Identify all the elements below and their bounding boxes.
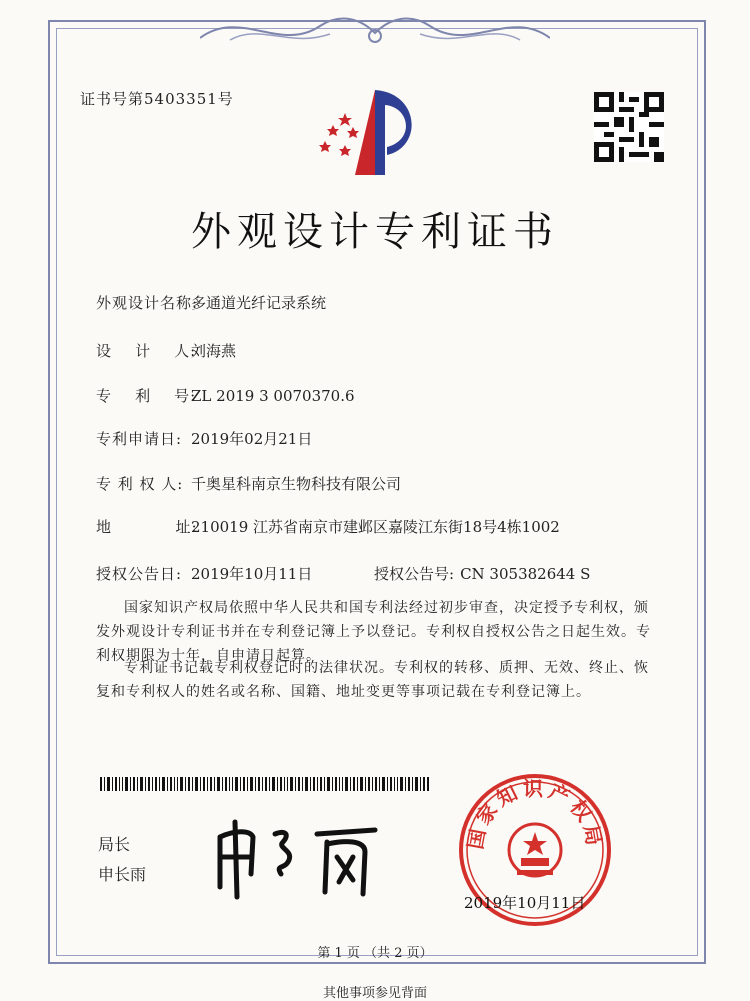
certificate-title: 外观设计专利证书 xyxy=(191,209,559,255)
field-design-name xyxy=(96,292,326,313)
field-value: CN 305382644 S xyxy=(460,565,591,583)
field-value: 210019 江苏省南京市建邺区嘉陵江东街18号4栋1002 xyxy=(191,518,560,536)
legal-paragraph-2: 专利证书记载专利权登记时的法律状况。专利权的转移、质押、无效、终止、恢复和专利权人的姓名或名称、国籍、地址变更等事项记载在专利登记簿上。 xyxy=(96,660,649,700)
field-patent-number xyxy=(96,385,355,406)
qr-code xyxy=(594,92,664,162)
field-value: 2019年02月21日 xyxy=(191,430,313,448)
issue-date: 2019年10月11日 xyxy=(464,894,586,912)
field-label: 地 址: xyxy=(96,518,198,536)
field-label: 专 利 号: xyxy=(96,387,197,405)
signatory-name: 申长雨 xyxy=(98,865,147,884)
certificate-number: 证书号第5403351号 xyxy=(80,90,234,108)
cnipa-logo xyxy=(315,85,425,180)
field-patentee xyxy=(96,473,401,494)
field-label: 专 利 权 人: xyxy=(96,475,184,493)
barcode xyxy=(100,777,430,791)
field-application-date xyxy=(96,428,312,449)
field-label: 授权公告日: xyxy=(96,565,183,583)
page-number: 第 1 页 （共 2 页） xyxy=(317,946,433,961)
seal-text: 国家知识产权局 xyxy=(463,776,607,851)
field-label: 专利申请日: xyxy=(96,430,183,448)
field-designer xyxy=(96,340,236,361)
field-label: 授权公告号: xyxy=(374,565,455,583)
field-value: 刘海燕 xyxy=(191,342,237,360)
handwritten-signature xyxy=(205,812,385,902)
legal-paragraph-1: 国家知识产权局依照中华人民共和国专利法经过初步审查，决定授予专利权，颁发外观设计专利证书并在专利登记簿上予以登记。专利权自授权公告之日起生效。专利权期限为十年，自申请日起算。 xyxy=(96,600,651,664)
top-ornament xyxy=(200,8,550,58)
field-address xyxy=(96,516,560,537)
field-grant-date xyxy=(96,563,312,584)
national-emblem-icon xyxy=(509,824,561,876)
field-value: 千奥星科南京生物科技有限公司 xyxy=(191,475,402,493)
field-announcement-number xyxy=(374,563,590,584)
field-value: 多通道光纤记录系统 xyxy=(191,294,327,312)
field-value: ZL 2019 3 0070370.6 xyxy=(191,387,355,405)
footer-note: 其他事项参见背面 xyxy=(322,986,427,1001)
signatory-title: 局长 xyxy=(98,835,131,854)
field-label: 外观设计名称: xyxy=(96,294,199,312)
field-label: 设 计 人: xyxy=(96,342,197,360)
field-value: 2019年10月11日 xyxy=(191,565,313,583)
